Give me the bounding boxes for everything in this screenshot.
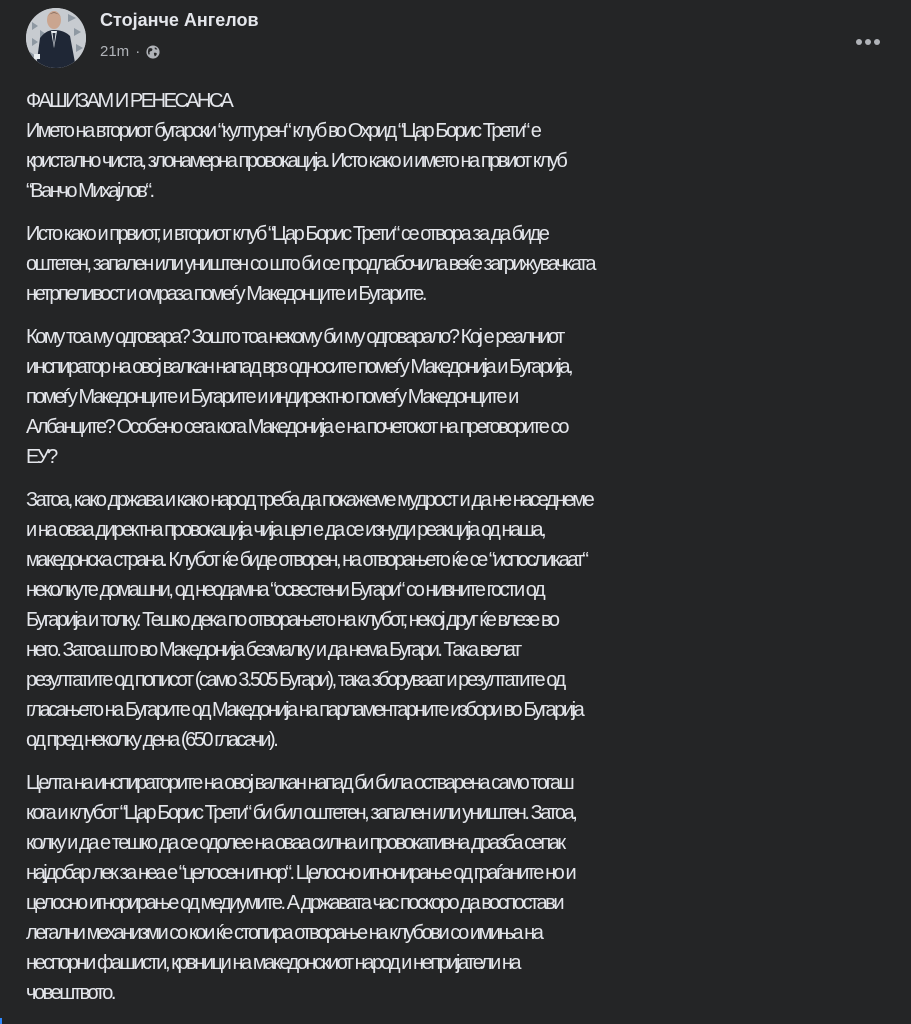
post-paragraph <box>26 322 896 472</box>
text-line: кога и клубот “Цар Борис Трети“ би бил оштетен, запален или уништен. Затоа, <box>26 802 576 824</box>
text-line: нетрпеливост и омраза помеѓу Македонците и Бугарите. <box>26 283 425 305</box>
text-line: Затоа, како држава и како народ треба да покажеме мудрост и да не наседнеме <box>26 489 593 511</box>
text-line: Бугарија и толку. Тешко дека по отворањето на клубот, некој друг ќе влезе во <box>26 609 558 631</box>
profile-photo <box>26 8 86 68</box>
author-avatar[interactable] <box>26 8 86 68</box>
text-line: целосно игнорирање од медиумите. А државата час поскоро да воспостави <box>26 892 563 914</box>
more-options-icon <box>856 39 862 45</box>
text-line: од пред неколку дена (650 гласачи). <box>26 729 277 751</box>
meta-separator: · <box>135 43 141 60</box>
text-line: Кому тоа му одговара? Зошто тоа некому би му одговарало? Кој е реалниот <box>26 326 563 348</box>
post-paragraph <box>26 485 896 755</box>
text-line: помеѓу Македонците и Бугарите и индиректно помеѓу Македонците и <box>26 386 517 408</box>
text-line: легални механизми со кои ќе стопира отворање на клубови со имиња на <box>26 922 542 944</box>
author-name[interactable]: Стојанче Ангелов <box>100 10 259 30</box>
text-line: ЕУ? <box>26 446 56 468</box>
text-line: неспорни фашисти, крвници на македонскиот народ и непријатели на <box>26 952 520 974</box>
post-content <box>26 86 896 1021</box>
text-line: Исто како и првиот, и вториот клуб “Цар Борис Трети“ се отвора за да биде <box>26 223 548 245</box>
text-line: човештвото. <box>26 982 115 1004</box>
post-header <box>26 6 886 72</box>
text-line: неколкуте домашни, од неодамна “освестени Бугари“ со нивните гости од <box>26 579 544 601</box>
text-line: Албанците? Особено сега кога Македонија е на почетокот на преговорите со <box>26 416 568 438</box>
text-line: Целта на инспираторите на овој валкан напад би била остварена само тогаш <box>26 772 573 794</box>
more-options-dot <box>865 39 871 45</box>
post-meta <box>100 43 160 60</box>
more-options-dot <box>874 39 880 45</box>
focus-indicator <box>0 1018 2 1024</box>
text-line: резултатите од пописот (само 3.505 Бугари), така зборуваат и резултатите од <box>26 669 564 691</box>
text-line: оштетен, запален или уништен со што би се продлабочила веќе загрижувачката <box>26 253 595 275</box>
post-timestamp[interactable]: 21m <box>100 43 130 60</box>
text-line: колку и да е тешко да се одолее на оваа силна и провокативна дразба сепак <box>26 832 564 854</box>
post-paragraph <box>26 86 896 206</box>
post-title: ФАШИЗАМ И РЕНЕСАНСА <box>26 90 232 112</box>
text-line: инспиратор на овој валкан напад врз односите помеѓу Македонија и Бугарија, <box>26 356 572 378</box>
text-line: македонска страна. Клубот ќе биде отворен, на отворањето ќе се “испосликаат“ <box>26 549 587 571</box>
text-line: Името на вториот бугарски “културен“ клуб во Охрид “Цар Борис Трети“ е <box>26 120 540 142</box>
text-line: гласањето на Бугарите од Македонија на парламентарните избори во Бугарија <box>26 699 583 721</box>
text-line: кристално чиста, злонамерна провокација. Исто како и името на првиот клуб <box>26 150 566 172</box>
text-line: него. Затоа што во Македонија безмалку и да нема Бугари. Така велат <box>26 639 520 661</box>
post-paragraph <box>26 768 896 1008</box>
text-line: “Ванчо Михајлов“. <box>26 180 153 202</box>
globe-icon[interactable] <box>146 45 160 59</box>
more-options-button[interactable] <box>850 24 886 60</box>
post-paragraph <box>26 219 896 309</box>
text-line: и на оваа директна провокација чија цел е да се изнуди реакција од наша, <box>26 519 545 541</box>
text-line: најдобар лек за неа е “целосен игнор“. Целосно игнонирање од граѓаните но и <box>26 862 575 884</box>
